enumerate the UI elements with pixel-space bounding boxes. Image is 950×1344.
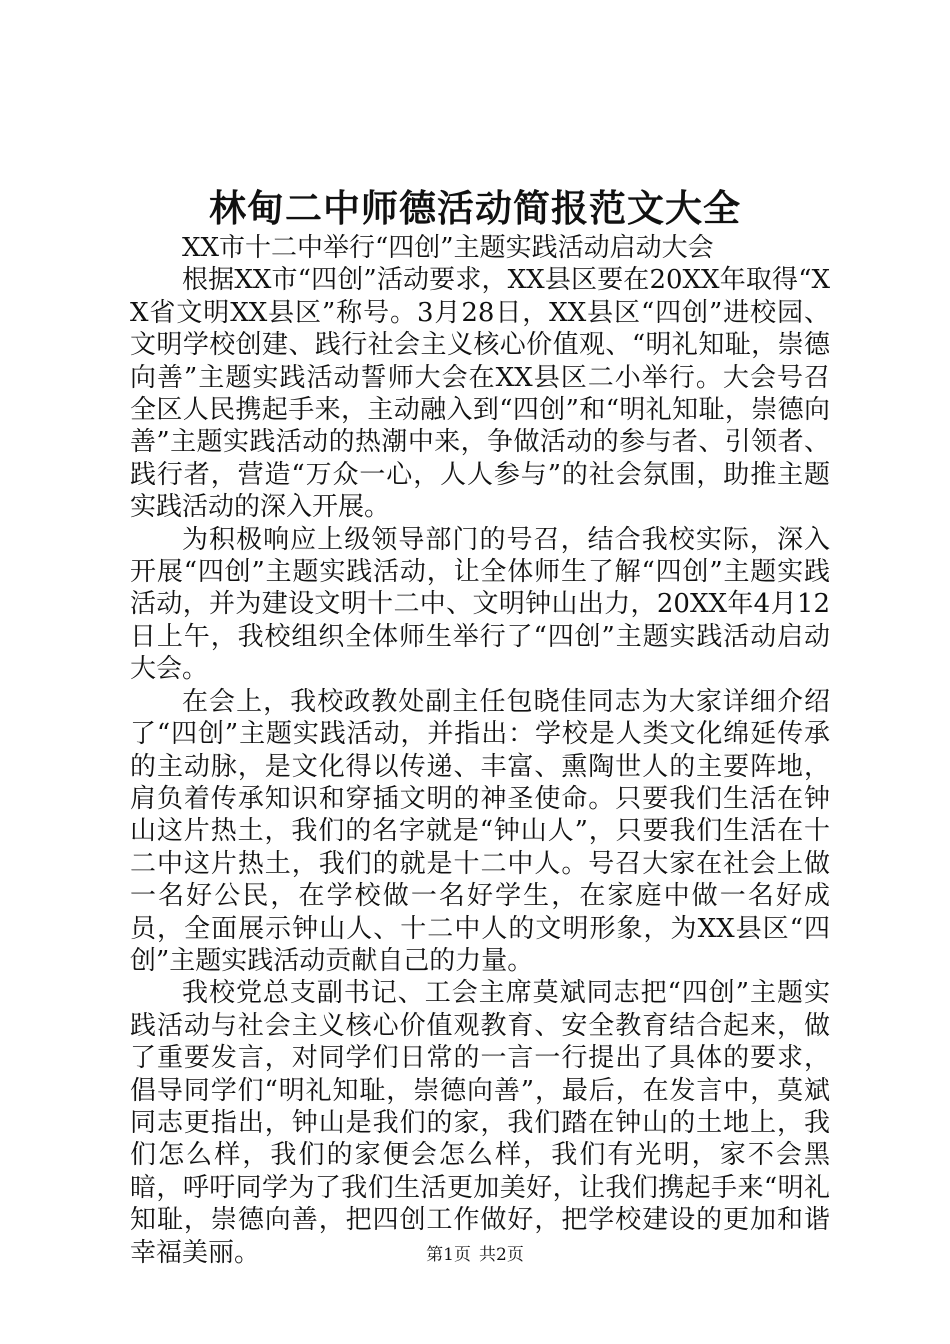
document-body [130,232,830,1269]
page-footer [0,1243,950,1267]
document-subtitle: XX市十二中举行“四创”主题实践活动启动大会 [182,233,714,263]
paragraph-1: 根据XX市“四创”活动要求，XX县区要在20XX年取得“XX省文明XX县区”称号。3月28日，XX县区“四创”进校园、文明学校创建、践行社会主义核心价值观、“明礼知耻，崇德向善”主题实践活动誓师大会在XX县区二小举行。大会号召全区人民携起手来，主动融入到“四创”和“明礼知耻，崇德向善”主题实践活动的热潮中来，争做活动的参与者、引领者、践行者，营造“万众一心，人人参与”的社会氛围，助推主题实践活动的深入开展。 [130,265,830,523]
paragraph-4: 我校党总支副书记、工会主席莫斌同志把“四创”主题实践活动与社会主义核心价值观教育、安全教育结合起来，做了重要发言，对同学们日常的一言一行提出了具体的要求，倡导同学们“明礼知耻，崇德向善”，最后，在发言中，莫斌同志更指出，钟山是我们的家，我们踏在钟山的土地上，我们怎么样，我们的家便会怎么样，我们有光明，家不会黑暗，呼吁同学为了我们生活更加美好，让我们携起手来“明礼知耻，崇德向善，把四创工作做好，把学校建设的更加和谐幸福美丽。 [130,978,830,1268]
paragraph-3: 在会上，我校政教处副主任包晓佳同志为大家详细介绍了“四创”主题实践活动，并指出：学校是人类文化绵延传承的主动脉，是文化得以传递、丰富、熏陶世人的主要阵地，肩负着传承知识和穿插文明的神圣使命。只要我们生活在钟山这片热土，我们的名字就是“钟山人”，只要我们生活在十二中这片热土，我们的就是十二中人。号召大家在社会上做一名好公民，在学校做一名好学生，在家庭中做一名好成员，全面展示钟山人、十二中人的文明形象，为XX县区“四创”主题实践活动贡献自己的力量。 [130,686,830,976]
paragraph-2: 为积极响应上级领导部门的号召，结合我校实际，深入开展“四创”主题实践活动，让全体师生了解“四创”主题实践活动，并为建设文明十二中、文明钟山出力，20XX年4月12日上午，我校组织全体师生举行了“四创”主题实践活动启动大会。 [130,524,830,685]
page-total: 共2页 [479,1245,524,1265]
document-title: 林甸二中师德活动简报范文大全 [209,186,741,230]
page-number: 第1页 [426,1245,471,1265]
